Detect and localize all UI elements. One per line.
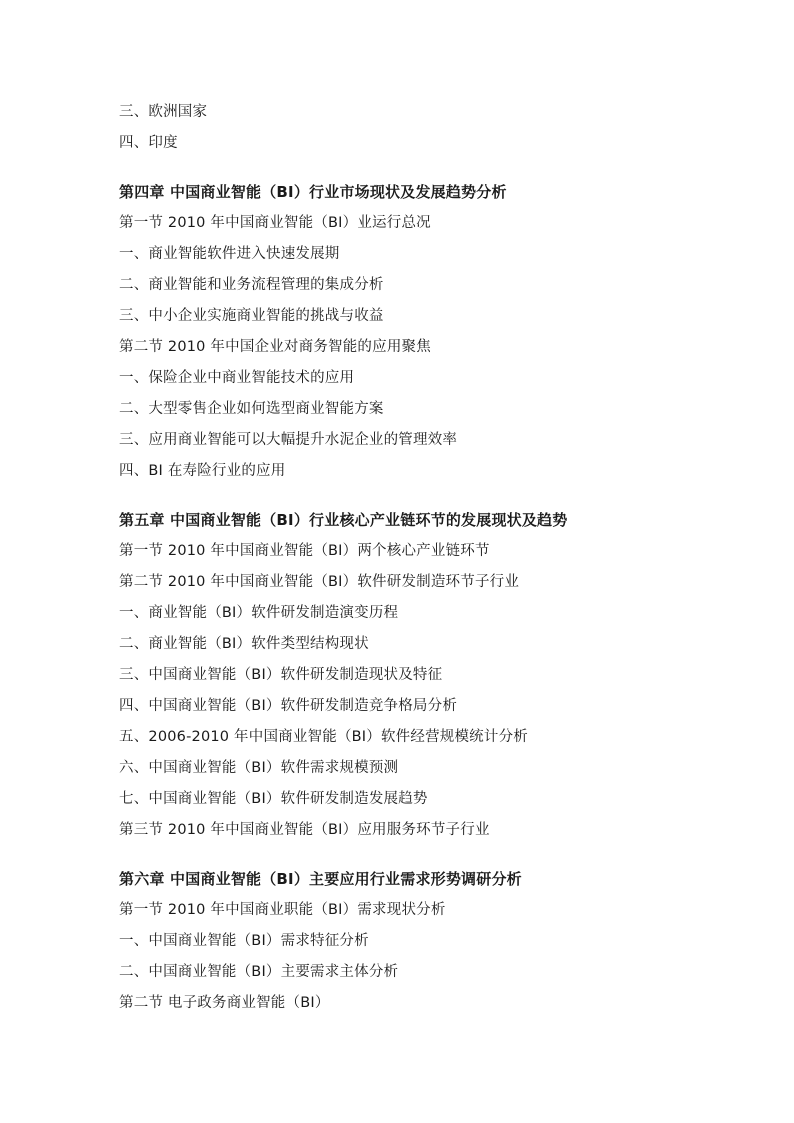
toc-item: 第二节 2010 年中国商业智能（BI）软件研发制造环节子行业 — [119, 574, 520, 590]
toc-item: 一、保险企业中商业智能技术的应用 — [119, 370, 355, 386]
toc-item: 四、印度 — [119, 135, 178, 151]
toc-item: 三、欧洲国家 — [119, 104, 208, 120]
toc-item: 第三节 2010 年中国商业智能（BI）应用服务环节子行业 — [119, 822, 490, 838]
toc-item: 第二节 电子政务商业智能（BI） — [119, 995, 330, 1011]
toc-item: 第一节 2010 年中国商业智能（BI）两个核心产业链环节 — [119, 543, 490, 559]
chapter-heading: 第六章 中国商业智能（BI）主要应用行业需求形势调研分析 — [119, 870, 522, 888]
chapter-heading: 第四章 中国商业智能（BI）行业市场现状及发展趋势分析 — [119, 183, 507, 201]
toc-item: 一、商业智能（BI）软件研发制造演变历程 — [119, 605, 399, 621]
toc-item: 三、中小企业实施商业智能的挑战与收益 — [119, 308, 384, 324]
section-gap — [119, 159, 759, 177]
toc-item: 第一节 2010 年中国商业智能（BI）业运行总况 — [119, 215, 431, 231]
toc-item: 第二节 2010 年中国企业对商务智能的应用聚焦 — [119, 339, 431, 355]
section-gap — [119, 487, 759, 505]
toc-item: 五、2006-2010 年中国商业智能（BI）软件经营规模统计分析 — [119, 729, 528, 745]
toc-item: 二、中国商业智能（BI）主要需求主体分析 — [119, 964, 399, 980]
toc-item: 三、中国商业智能（BI）软件研发制造现状及特征 — [119, 667, 443, 683]
chapter-heading: 第五章 中国商业智能（BI）行业核心产业链环节的发展现状及趋势 — [119, 511, 568, 529]
toc-item: 第一节 2010 年中国商业职能（BI）需求现状分析 — [119, 902, 446, 918]
toc-item: 二、大型零售企业如何选型商业智能方案 — [119, 401, 384, 417]
toc-item: 三、应用商业智能可以大幅提升水泥企业的管理效率 — [119, 432, 458, 448]
section-gap — [119, 846, 759, 864]
toc-item: 六、中国商业智能（BI）软件需求规模预测 — [119, 760, 399, 776]
table-of-contents — [119, 97, 759, 1019]
toc-item: 一、中国商业智能（BI）需求特征分析 — [119, 933, 369, 949]
toc-item: 二、商业智能和业务流程管理的集成分析 — [119, 277, 384, 293]
toc-item: 二、商业智能（BI）软件类型结构现状 — [119, 636, 369, 652]
toc-item: 四、中国商业智能（BI）软件研发制造竞争格局分析 — [119, 698, 458, 714]
toc-item: 四、BI 在寿险行业的应用 — [119, 463, 286, 479]
toc-item: 七、中国商业智能（BI）软件研发制造发展趋势 — [119, 791, 428, 807]
toc-item: 一、商业智能软件进入快速发展期 — [119, 246, 340, 262]
